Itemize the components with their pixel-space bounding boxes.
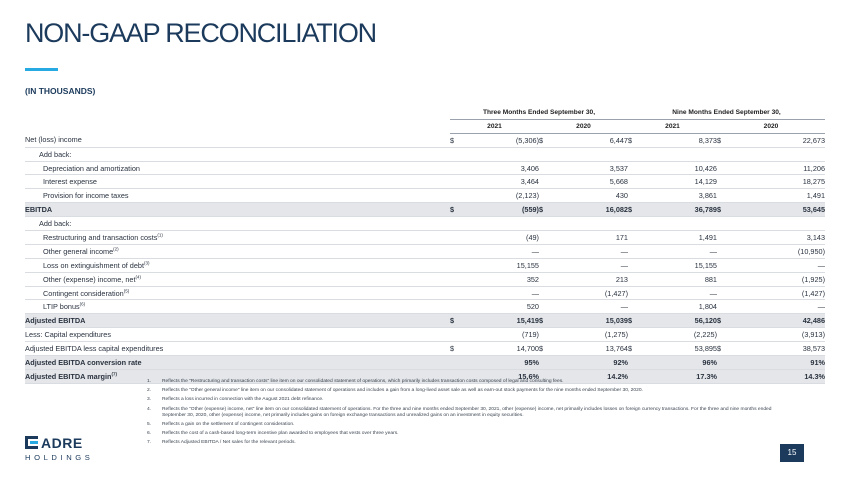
cell-value: 14.3%	[737, 369, 825, 383]
row-label	[25, 189, 450, 203]
table-row	[25, 356, 825, 370]
cell-value: 15,155	[648, 258, 717, 272]
footnote-ref: (2)	[113, 246, 119, 252]
currency-symbol: $	[717, 133, 737, 147]
currency-symbol	[628, 161, 648, 175]
row-label	[25, 147, 450, 161]
currency-symbol	[717, 189, 737, 203]
cell-value: 3,861	[648, 189, 717, 203]
title-accent-bar	[25, 68, 58, 71]
page-number: 15	[780, 444, 804, 462]
currency-symbol	[450, 231, 470, 245]
cell-value: —	[737, 258, 825, 272]
currency-symbol	[539, 189, 559, 203]
currency-symbol	[628, 231, 648, 245]
currency-symbol	[628, 217, 648, 231]
cell-value: 53,895	[648, 342, 717, 356]
currency-symbol: $	[628, 133, 648, 147]
table-row	[25, 175, 825, 189]
table-row	[25, 342, 825, 356]
footnote	[147, 440, 777, 446]
footnote	[147, 397, 777, 403]
row-label-text: Add back:	[39, 219, 72, 229]
cell-value	[559, 147, 628, 161]
row-label	[25, 217, 450, 231]
currency-symbol	[539, 217, 559, 231]
table-row	[25, 189, 825, 203]
cell-value: 38,573	[737, 342, 825, 356]
currency-symbol	[717, 244, 737, 258]
currency-symbol	[628, 147, 648, 161]
cell-value: (3,913)	[737, 328, 825, 342]
cell-value: 96%	[648, 356, 717, 370]
header-year: 2021	[628, 119, 717, 133]
currency-symbol	[628, 356, 648, 370]
row-label-text: Interest expense	[43, 177, 97, 187]
table-row	[25, 231, 825, 245]
currency-symbol	[717, 161, 737, 175]
cell-value: 430	[559, 189, 628, 203]
footnote-text: Reflects Adjusted EBITDA / Net sales for the relevant periods.	[162, 440, 296, 446]
currency-symbol	[717, 258, 737, 272]
cell-value: 16,082	[559, 203, 628, 217]
row-label-text: Adjusted EBITDA conversion rate	[25, 357, 142, 367]
cell-value: (559)	[470, 203, 539, 217]
cell-value: 3,537	[559, 161, 628, 175]
currency-symbol	[539, 175, 559, 189]
cell-value: 15.6%	[470, 369, 539, 383]
row-label	[25, 272, 450, 286]
cell-value: 95%	[470, 356, 539, 370]
cell-value: —	[737, 300, 825, 314]
cell-value	[559, 217, 628, 231]
currency-symbol	[539, 258, 559, 272]
row-label	[25, 244, 450, 258]
cell-value: (2,225)	[648, 328, 717, 342]
currency-symbol	[628, 244, 648, 258]
header-year: 2020	[539, 119, 628, 133]
table-row	[25, 314, 825, 328]
cell-value: (1,427)	[559, 286, 628, 300]
cell-value: 3,143	[737, 231, 825, 245]
table-row	[25, 258, 825, 272]
cell-value	[648, 147, 717, 161]
cell-value: (49)	[470, 231, 539, 245]
cell-value	[648, 217, 717, 231]
footnote-text: Reflects a loss incurred in connection with the August 2021 debt refinance.	[162, 397, 324, 403]
table-row	[25, 244, 825, 258]
currency-symbol	[628, 258, 648, 272]
row-label-text: LTIP bonus	[43, 302, 80, 312]
cell-value: 3,406	[470, 161, 539, 175]
table-row	[25, 147, 825, 161]
currency-symbol	[450, 161, 470, 175]
table-row	[25, 300, 825, 314]
header-year: 2020	[717, 119, 825, 133]
currency-symbol	[450, 244, 470, 258]
currency-symbol	[628, 328, 648, 342]
cell-value: 13,764	[559, 342, 628, 356]
currency-symbol	[628, 286, 648, 300]
currency-symbol	[450, 217, 470, 231]
footnote-ref: (1)	[157, 232, 163, 238]
header-nine-months: Nine Months Ended September 30,	[628, 106, 825, 119]
table-row	[25, 217, 825, 231]
row-label-text: Other general income	[43, 246, 114, 256]
cell-value: 56,120	[648, 314, 717, 328]
row-label	[25, 175, 450, 189]
currency-symbol	[539, 356, 559, 370]
currency-symbol	[628, 189, 648, 203]
cell-value: 14,129	[648, 175, 717, 189]
table-body	[25, 133, 825, 383]
footnote-number: 2.	[147, 388, 152, 394]
currency-symbol	[539, 286, 559, 300]
currency-symbol: $	[450, 133, 470, 147]
cell-value	[737, 217, 825, 231]
currency-symbol	[539, 161, 559, 175]
currency-symbol	[539, 272, 559, 286]
row-label	[25, 258, 450, 272]
cell-value: 520	[470, 300, 539, 314]
currency-symbol	[717, 286, 737, 300]
cell-value: 6,447	[559, 133, 628, 147]
cell-value: 53,645	[737, 203, 825, 217]
cell-value: 8,373	[648, 133, 717, 147]
cell-value: (5,306)	[470, 133, 539, 147]
currency-symbol	[717, 175, 737, 189]
cell-value: 171	[559, 231, 628, 245]
currency-symbol	[539, 300, 559, 314]
footnote-number: 6.	[147, 431, 152, 437]
cell-value: 11,206	[737, 161, 825, 175]
row-label	[25, 286, 450, 300]
cell-value: 17.3%	[648, 369, 717, 383]
cell-value: —	[559, 300, 628, 314]
currency-symbol	[717, 147, 737, 161]
footnote-number: 7.	[147, 440, 152, 446]
table-row	[25, 286, 825, 300]
row-label	[25, 203, 450, 217]
footnote-ref: (6)	[79, 301, 86, 307]
currency-symbol	[717, 356, 737, 370]
currency-symbol	[628, 175, 648, 189]
currency-symbol	[450, 175, 470, 189]
footnote	[147, 407, 777, 420]
currency-symbol: $	[539, 203, 559, 217]
row-label	[25, 231, 450, 245]
cell-value: (1,427)	[737, 286, 825, 300]
row-label-text: Other (expense) income, net	[43, 274, 136, 284]
cell-value: —	[559, 244, 628, 258]
cell-value	[470, 147, 539, 161]
currency-symbol: $	[539, 133, 559, 147]
footnote-text: Reflects the “Other general income” line item on our consolidated statement of operations and includes a gain from a long-lived asset sale as well as earn-out stock payments for the nine months ended September 30, 2020.	[162, 388, 643, 394]
cell-value: 1,491	[737, 189, 825, 203]
page-title: NON-GAAP RECONCILIATION	[25, 18, 376, 48]
footnote-number: 1.	[147, 379, 152, 384]
currency-symbol: $	[717, 342, 737, 356]
cell-value: 42,486	[737, 314, 825, 328]
footnote	[147, 379, 777, 385]
cell-value: 14,700	[470, 342, 539, 356]
cell-value: 92%	[559, 356, 628, 370]
row-label-text: Restructuring and transaction costs	[43, 232, 158, 242]
currency-symbol	[539, 244, 559, 258]
currency-symbol: $	[539, 314, 559, 328]
currency-symbol: $	[628, 203, 648, 217]
cell-value: 22,673	[737, 133, 825, 147]
cell-value	[737, 147, 825, 161]
currency-symbol	[717, 328, 737, 342]
cell-value: 352	[470, 272, 539, 286]
cell-value: (719)	[470, 328, 539, 342]
row-label-text: Adjusted EBITDA	[25, 316, 86, 326]
table-row	[25, 133, 825, 147]
footnote	[147, 431, 777, 437]
cell-value: (2,123)	[470, 189, 539, 203]
currency-symbol	[717, 231, 737, 245]
row-label	[25, 314, 450, 328]
row-label	[25, 328, 450, 342]
cell-value: 881	[648, 272, 717, 286]
footnote-ref: (3)	[144, 260, 150, 266]
footnote-number: 4.	[147, 406, 152, 412]
currency-symbol	[450, 286, 470, 300]
logo-wordmark: ADRE	[41, 435, 83, 451]
currency-symbol	[450, 189, 470, 203]
currency-symbol: $	[717, 314, 737, 328]
row-label-text: Adjusted EBITDA margin	[25, 371, 112, 381]
cell-value: 15,039	[559, 314, 628, 328]
cell-value: 91%	[737, 356, 825, 370]
cell-value: (1,275)	[559, 328, 628, 342]
currency-symbol	[450, 300, 470, 314]
row-label-text: Add back:	[39, 149, 72, 159]
currency-symbol: $	[717, 203, 737, 217]
currency-symbol	[628, 272, 648, 286]
row-label-text: Provision for income taxes	[43, 191, 129, 201]
footnote-number: 5.	[147, 422, 152, 428]
footnote	[147, 422, 777, 428]
currency-symbol	[717, 300, 737, 314]
cell-value: 5,668	[559, 175, 628, 189]
currency-symbol	[450, 356, 470, 370]
currency-symbol: $	[450, 314, 470, 328]
footnote-number: 3.	[147, 397, 152, 403]
header-three-months: Three Months Ended September 30,	[450, 106, 628, 119]
cell-value: 15,419	[470, 314, 539, 328]
cell-value: 1,491	[648, 231, 717, 245]
footnote-ref: (4)	[135, 274, 141, 280]
footnote-ref: (7)	[111, 371, 117, 377]
cell-value: 18,275	[737, 175, 825, 189]
currency-symbol: $	[450, 203, 470, 217]
currency-symbol	[450, 272, 470, 286]
cell-value: 3,464	[470, 175, 539, 189]
row-label	[25, 300, 450, 314]
currency-symbol	[539, 147, 559, 161]
footnote-text: Reflects a gain on the settlement of contingent consideration.	[162, 422, 295, 428]
footnote-text: Reflects the “Other (expense) income, net” line item on our consolidated statement of operations. For the three and nine months ended September 30, 2021, other (expense) income, net primarily includes losses on foreign currency transactions. For the three and nine months ended September 30, 2020, other (expense) income, net primarily includes gains on foreign exchange transactions and unrealized gains on an investment in equity securities.	[162, 406, 772, 418]
footnote-ref: (5)	[123, 288, 130, 294]
logo-subtext: HOLDINGS	[25, 453, 94, 462]
footnotes	[147, 379, 777, 450]
cell-value: —	[559, 258, 628, 272]
cell-value: —	[470, 286, 539, 300]
currency-symbol	[539, 231, 559, 245]
cell-value: 15,155	[470, 258, 539, 272]
table-row	[25, 328, 825, 342]
table-row	[25, 203, 825, 217]
row-label-text: EBITDA	[25, 205, 53, 215]
row-label	[25, 342, 450, 356]
units-subtitle: (IN THOUSANDS)	[25, 86, 96, 96]
currency-symbol	[628, 300, 648, 314]
cell-value: 36,789	[648, 203, 717, 217]
cell-value: (1,925)	[737, 272, 825, 286]
cell-value: —	[648, 244, 717, 258]
currency-symbol: $	[539, 342, 559, 356]
footnote	[147, 388, 777, 394]
cell-value	[470, 217, 539, 231]
row-label	[25, 356, 450, 370]
currency-symbol	[450, 328, 470, 342]
cell-value: 213	[559, 272, 628, 286]
cell-value: —	[648, 286, 717, 300]
cell-value: 14.2%	[559, 369, 628, 383]
currency-symbol	[450, 258, 470, 272]
row-label-text: Net (loss) income	[25, 135, 82, 145]
cell-value: —	[470, 244, 539, 258]
currency-symbol	[717, 272, 737, 286]
footnote-text: Reflects the “Restructuring and transaction costs” line item on our consolidated statement of operations, which primarily includes transaction costs composed of legal and consulting fees.	[162, 379, 564, 384]
company-logo	[25, 436, 115, 466]
logo-mark-icon	[25, 436, 38, 449]
row-label	[25, 161, 450, 175]
reconciliation-table	[25, 106, 825, 384]
cell-value: 10,426	[648, 161, 717, 175]
currency-symbol	[450, 147, 470, 161]
currency-symbol: $	[628, 314, 648, 328]
row-label-text: Less: Capital expenditures	[25, 330, 111, 340]
currency-symbol	[717, 217, 737, 231]
row-label-text: Loss on extinguishment of debt	[43, 260, 145, 270]
currency-symbol	[539, 328, 559, 342]
table-row	[25, 272, 825, 286]
header-year: 2021	[450, 119, 539, 133]
row-label	[25, 133, 450, 147]
row-label-text: Depreciation and amortization	[43, 163, 140, 173]
currency-symbol: $	[450, 342, 470, 356]
cell-value: 1,804	[648, 300, 717, 314]
row-label-text: Contingent consideration	[43, 288, 124, 298]
row-label-text: Adjusted EBITDA less capital expenditures	[25, 344, 164, 354]
table-row	[25, 161, 825, 175]
footnote-text: Reflects the cost of a cash-based long-term incentive plan awarded to employees that vests over three years.	[162, 431, 399, 437]
cell-value: (10,950)	[737, 244, 825, 258]
currency-symbol: $	[628, 342, 648, 356]
